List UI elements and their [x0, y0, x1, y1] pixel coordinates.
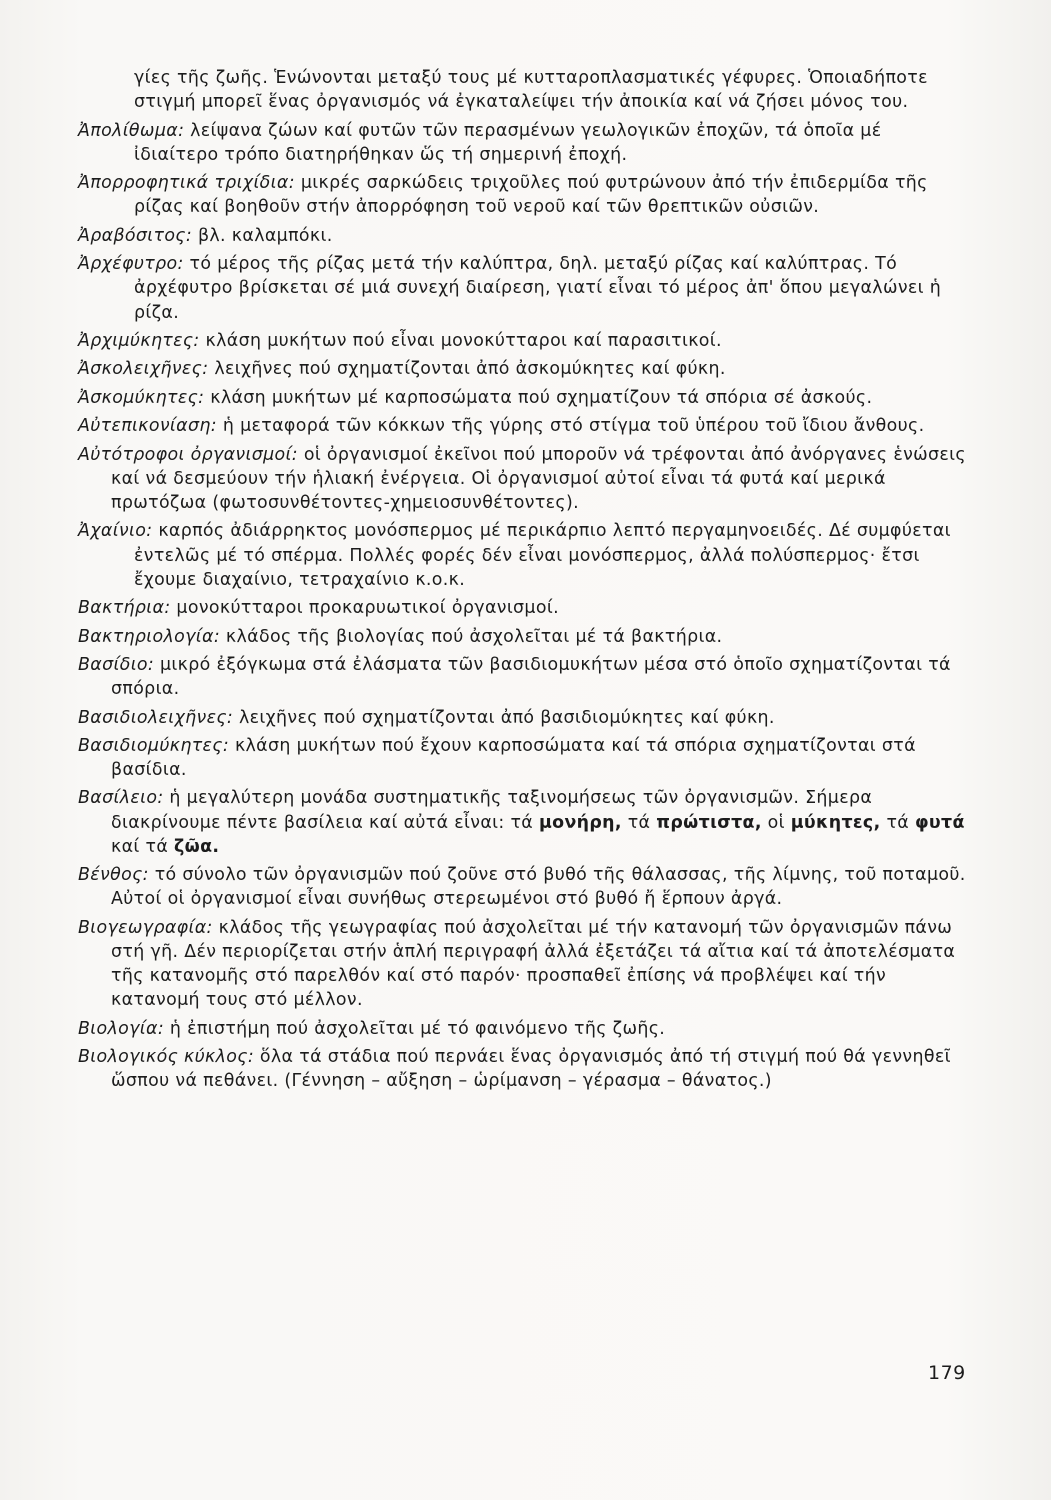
- intro-line-1: γίες τῆς ζωῆς. Ἑνώνονται μεταξύ τους μέ κυτταροπλασματικές γέφυρες.: [134, 68, 803, 88]
- glossary-term: Βασιδιομύκητες:: [78, 735, 230, 756]
- glossary-entry: [78, 443, 966, 516]
- glossary-entry: [78, 519, 966, 592]
- separator-text: τά: [880, 812, 915, 833]
- glossary-term: Βασίδιο:: [78, 654, 155, 675]
- glossary-term: Ἀσκολειχῆνες:: [78, 359, 209, 380]
- glossary-entry: [78, 706, 966, 730]
- glossary-term: Ἀπολίθωμα:: [78, 120, 185, 141]
- glossary-definition: ὅλα τά στάδια πού περνάει ἕνας ὀργανισμός ἀπό τή στιγμή πού θά γεννηθεῖ ὥσπου νά πεθάνει. (Γέννηση – αὔξηση – ὡρίμανση – γέρασμα – θάνατος.): [111, 1047, 951, 1092]
- glossary-entry: [78, 386, 966, 410]
- glossary-entry: [78, 252, 966, 325]
- glossary-definition: κλάση μυκήτων μέ καρποσώματα πού σχηματίζουν τά σπόρια σέ ἀσκούς.: [204, 387, 873, 408]
- glossary-definition: ἡ ἐπιστήμη πού ἀσχολεῖται μέ τό φαινόμενο τῆς ζωῆς.: [164, 1018, 666, 1039]
- kingdom-plants: φυτά: [914, 812, 965, 833]
- glossary-term: Βιολογία:: [78, 1018, 165, 1039]
- glossary-term: Αὐτεπικονίαση:: [78, 416, 217, 437]
- glossary-entry: [78, 863, 966, 911]
- glossary-definition: λείψανα ζώων καί φυτῶν τῶν περασμένων γεωλογικῶν ἐποχῶν, τά ὁποῖα μέ ἰδιαίτερο τρόπο διατηρήθηκαν ὥς τή σημερινή ἐποχή.: [134, 120, 882, 165]
- kingdom-animals: ζῶα.: [174, 836, 220, 857]
- glossary-term: Ἀσκομύκητες:: [78, 387, 205, 408]
- glossary-term: Βακτηριολογία:: [78, 626, 221, 647]
- glossary-entry: [78, 414, 966, 438]
- glossary-entry: [78, 734, 966, 782]
- glossary-definition: καρπός ἀδιάρρηκτος μονόσπερμος μέ περικάρπιο λεπτό περγαμηνοειδές. Δέ συμφύεται ἐντελῶς μέ τό σπέρμα. Πολλές φορές δέν εἶναι μονόσπερμος, ἀλλά πολύσπερμος· ἔτσι ἔχουμε διαχαίνιο, τετραχαίνιο κ.ο.κ.: [134, 521, 951, 590]
- glossary-definition: τό μέρος τῆς ρίζας μετά τήν καλύπτρα, δηλ. μεταξύ ρίζας καί καλύπτρας. Τό ἀρχέφυτρο βρίσκεται σέ μιά συνεχή διαίρεση, γιατί εἶναι τό μέρος ἀπ' ὅπου μεγαλώνει ἡ ρίζα.: [134, 254, 942, 323]
- glossary-definition: βλ. καλαμπόκι.: [192, 225, 333, 246]
- intro-continuation: [78, 66, 966, 114]
- glossary-term: Βένθος:: [78, 865, 149, 886]
- glossary-entry: [78, 224, 966, 248]
- glossary-term: Αὐτότροφοι ὀργανισμοί:: [78, 444, 298, 465]
- glossary-term: Ἀπορροφητικά τριχίδια:: [78, 173, 295, 194]
- glossary-definition: κλάση μυκήτων πού εἶναι μονοκύτταροι καί παρασιτικοί.: [199, 330, 722, 351]
- glossary-definition: κλάδος τῆς βιολογίας πού ἀσχολεῖται μέ τά βακτήρια.: [220, 626, 723, 647]
- glossary-term: Βακτήρια:: [78, 598, 171, 619]
- glossary-term: Βασιδιολειχῆνες:: [78, 707, 234, 728]
- glossary-entry-vasileio: [78, 786, 966, 859]
- intro-line-2: Ὁποιαδήποτε στιγμή μπορεῖ ἕνας ὀργανισμός νά ἐγκαταλείψει τήν ἀποικία καί: [134, 68, 928, 113]
- glossary-definition: τό σύνολο τῶν ὀργανισμῶν πού ζοῦνε στό βυθό τῆς θάλασσας, τῆς λίμνης, τοῦ ποταμοῦ. Αὐτοί οἱ ὀργανισμοί εἶναι συνήθως στερεωμένοι στό βυθό ἤ ἕρπουν ἀργά.: [111, 865, 966, 910]
- separator-text: καί τά: [111, 836, 175, 857]
- separator-text: τά: [621, 812, 657, 833]
- glossary-definition: λειχῆνες πού σχηματίζονται ἀπό ἀσκομύκητες καί φύκη.: [208, 359, 726, 380]
- glossary-definition: κλάση μυκήτων πού ἔχουν καρποσώματα καί τά σπόρια σχηματίζονται στά βασίδια.: [111, 735, 916, 781]
- glossary-entry: [78, 171, 966, 219]
- glossary-term: Ἀρχιμύκητες:: [78, 330, 200, 351]
- glossary-term: Ἀρχέφυτρο:: [78, 254, 184, 275]
- glossary-entry: [78, 1045, 966, 1093]
- kingdom-protista: πρώτιστα,: [656, 812, 762, 833]
- glossary-entry: [78, 119, 966, 167]
- glossary-definition: οἱ ὀργανισμοί ἐκεῖνοι πού μποροῦν νά τρέφονται ἀπό ἀνόργανες ἑνώσεις καί νά δεσμεύουν τήν ἡλιακή ἐνέργεια. Οἱ ὀργανισμοί αὐτοί εἶναι τά φυτά καί μερικά πρωτόζωα (φωτοσυνθέτοντες-χημειοσυνθέτοντες).: [111, 444, 966, 513]
- glossary-term: Ἀχαίνιο:: [78, 521, 153, 542]
- intro-line-3: νά ζήσει μόνος του.: [728, 92, 909, 113]
- glossary-term: Ἀραβόσιτος:: [78, 225, 193, 246]
- separator-text: οἱ: [761, 812, 791, 833]
- glossary-definition: μικρές σαρκώδεις τριχοῦλες πού φυτρώνουν ἀπό τήν ἐπιδερμίδα τῆς ρίζας καί βοηθοῦν στήν ἀπορρόφηση τοῦ νεροῦ καί τῶν θρεπτικῶν οὐσιῶν.: [134, 173, 928, 218]
- glossary-definition: ἡ μεγαλύτερη μονάδα συστηματικῆς ταξινομήσεως τῶν ὀργανισμῶν. Σήμερα διακρίνουμε πέντε βασίλεια καί αὐτά εἶναι: τά: [111, 788, 873, 833]
- glossary-entry: [78, 1017, 966, 1041]
- glossary-definition: μικρό ἐξόγκωμα στά ἐλάσματα τῶν βασιδιομυκήτων μέσα στό ὁποῖο σχηματίζονται τά σπόρια.: [111, 654, 951, 700]
- glossary-definition: ἡ μεταφορά τῶν κόκκων τῆς γύρης στό στίγμα τοῦ ὑπέρου τοῦ ἴδιου ἄνθους.: [216, 416, 925, 437]
- glossary-entry: [78, 625, 966, 649]
- glossary-definition: μονοκύτταροι προκαρυωτικοί ὀργανισμοί.: [170, 598, 559, 619]
- kingdom-fungi: μύκητες,: [790, 812, 881, 833]
- glossary-definition: κλάδος τῆς γεωγραφίας πού ἀσχολεῖται μέ τήν κατανομή τῶν ὀργανισμῶν πάνω στή γῆ. Δέν περιορίζεται στήν ἁπλή περιγραφή ἀλλά ἐξετάζει τά αἴτια καί τά ἀποτελέσματα τῆς κατανομῆς στό παρελθόν καί στό παρόν· προσπαθεῖ ἐπίσης νά προβλέψει καί τήν κατανομή τους στό μέλλον.: [111, 917, 956, 1011]
- kingdom-monera: μονήρη,: [539, 812, 622, 833]
- glossary-entry: [78, 916, 966, 1013]
- glossary-entry: [78, 653, 966, 701]
- glossary-definition: λειχῆνες πού σχηματίζονται ἀπό βασιδιομύκητες καί φύκη.: [233, 707, 775, 728]
- glossary-term: Βιολογικός κύκλος:: [78, 1047, 255, 1068]
- glossary-term: Βασίλειο:: [78, 788, 164, 809]
- glossary-entry: [78, 596, 966, 620]
- glossary-entry: [78, 357, 966, 381]
- glossary-text: [78, 66, 966, 1098]
- page-number: 179: [928, 1362, 966, 1384]
- glossary-term: Βιογεωγραφία:: [78, 917, 213, 938]
- glossary-entry: [78, 329, 966, 353]
